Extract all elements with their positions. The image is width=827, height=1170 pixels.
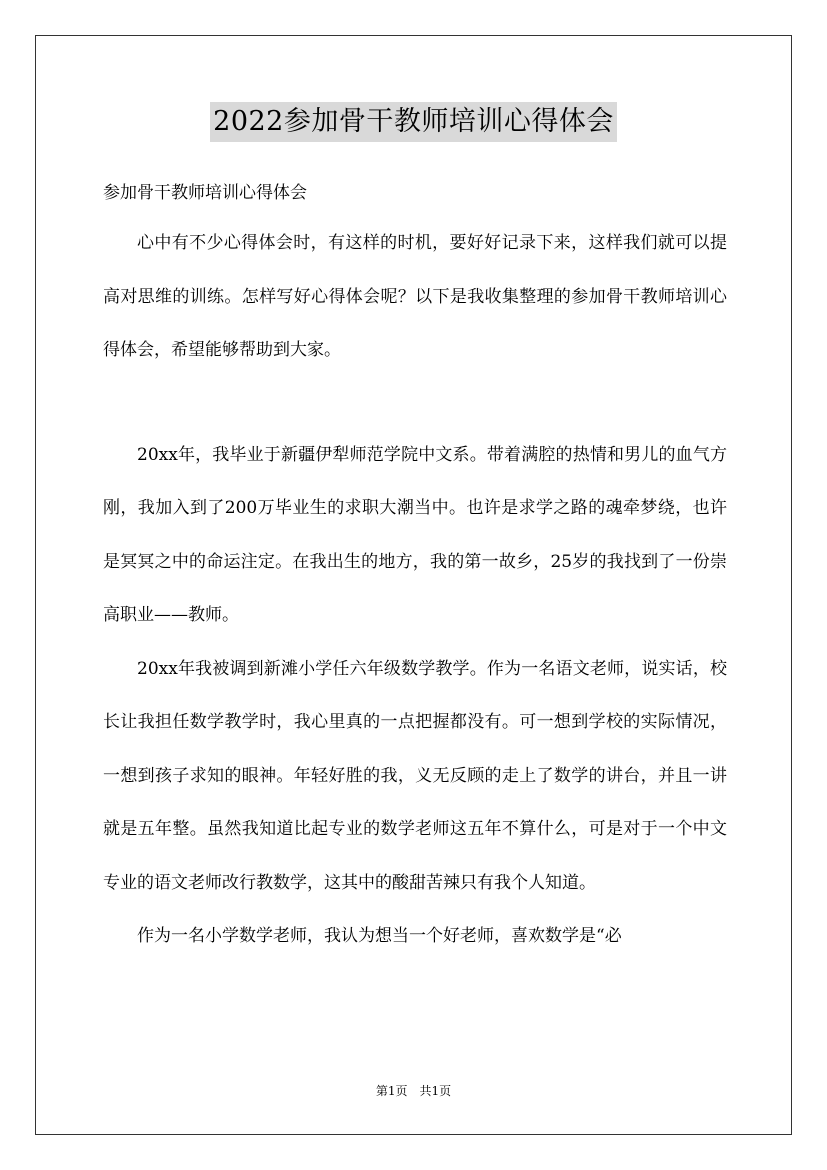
document-body [103,170,727,964]
title-container [0,102,827,142]
paragraph-graduation: 20xx年，我毕业于新疆伊犁师范学院中文系。带着满腔的热情和男儿的血气方刚，我加入到了200万毕业生的求职大潮当中。也许是求学之路的魂牵梦绕，也许是冥冥之中的命运注定。在我出生的地方，我的第一故乡，25岁的我找到了一份崇高职业——教师。 [103,444,727,625]
paragraph-math-teacher: 作为一名小学数学老师，我认为想当一个好老师，喜欢数学是“必 [137,926,622,946]
document-subtitle: 参加骨干教师培训心得体会 [103,183,307,203]
paragraph-intro: 心中有不少心得体会时，有这样的时机，要好好记录下来，这样我们就可以提高对思维的训练。怎样写好心得体会呢？以下是我收集整理的参加骨干教师培训心得体会，希望能够帮助到大家。 [103,233,727,360]
paragraph-math-teaching: 20xx年我被调到新滩小学任六年级数学教学。作为一名语文老师，说实话，校长让我担任数学教学时，我心里真的一点把握都没有。可一想到学校的实际情况，一想到孩子求知的眼神。年轻好胜的我，义无反顾的走上了数学的讲台，并且一讲就是五年整。虽然我知道比起专业的数学老师这五年不算什么，可是对于一个中文专业的语文老师改行教数学，这其中的酸甜苦辣只有我个人知道。 [103,658,727,893]
document-title: 2022参加骨干教师培训心得体会 [210,102,617,142]
page-number: 第1页 共1页 [375,1084,452,1098]
